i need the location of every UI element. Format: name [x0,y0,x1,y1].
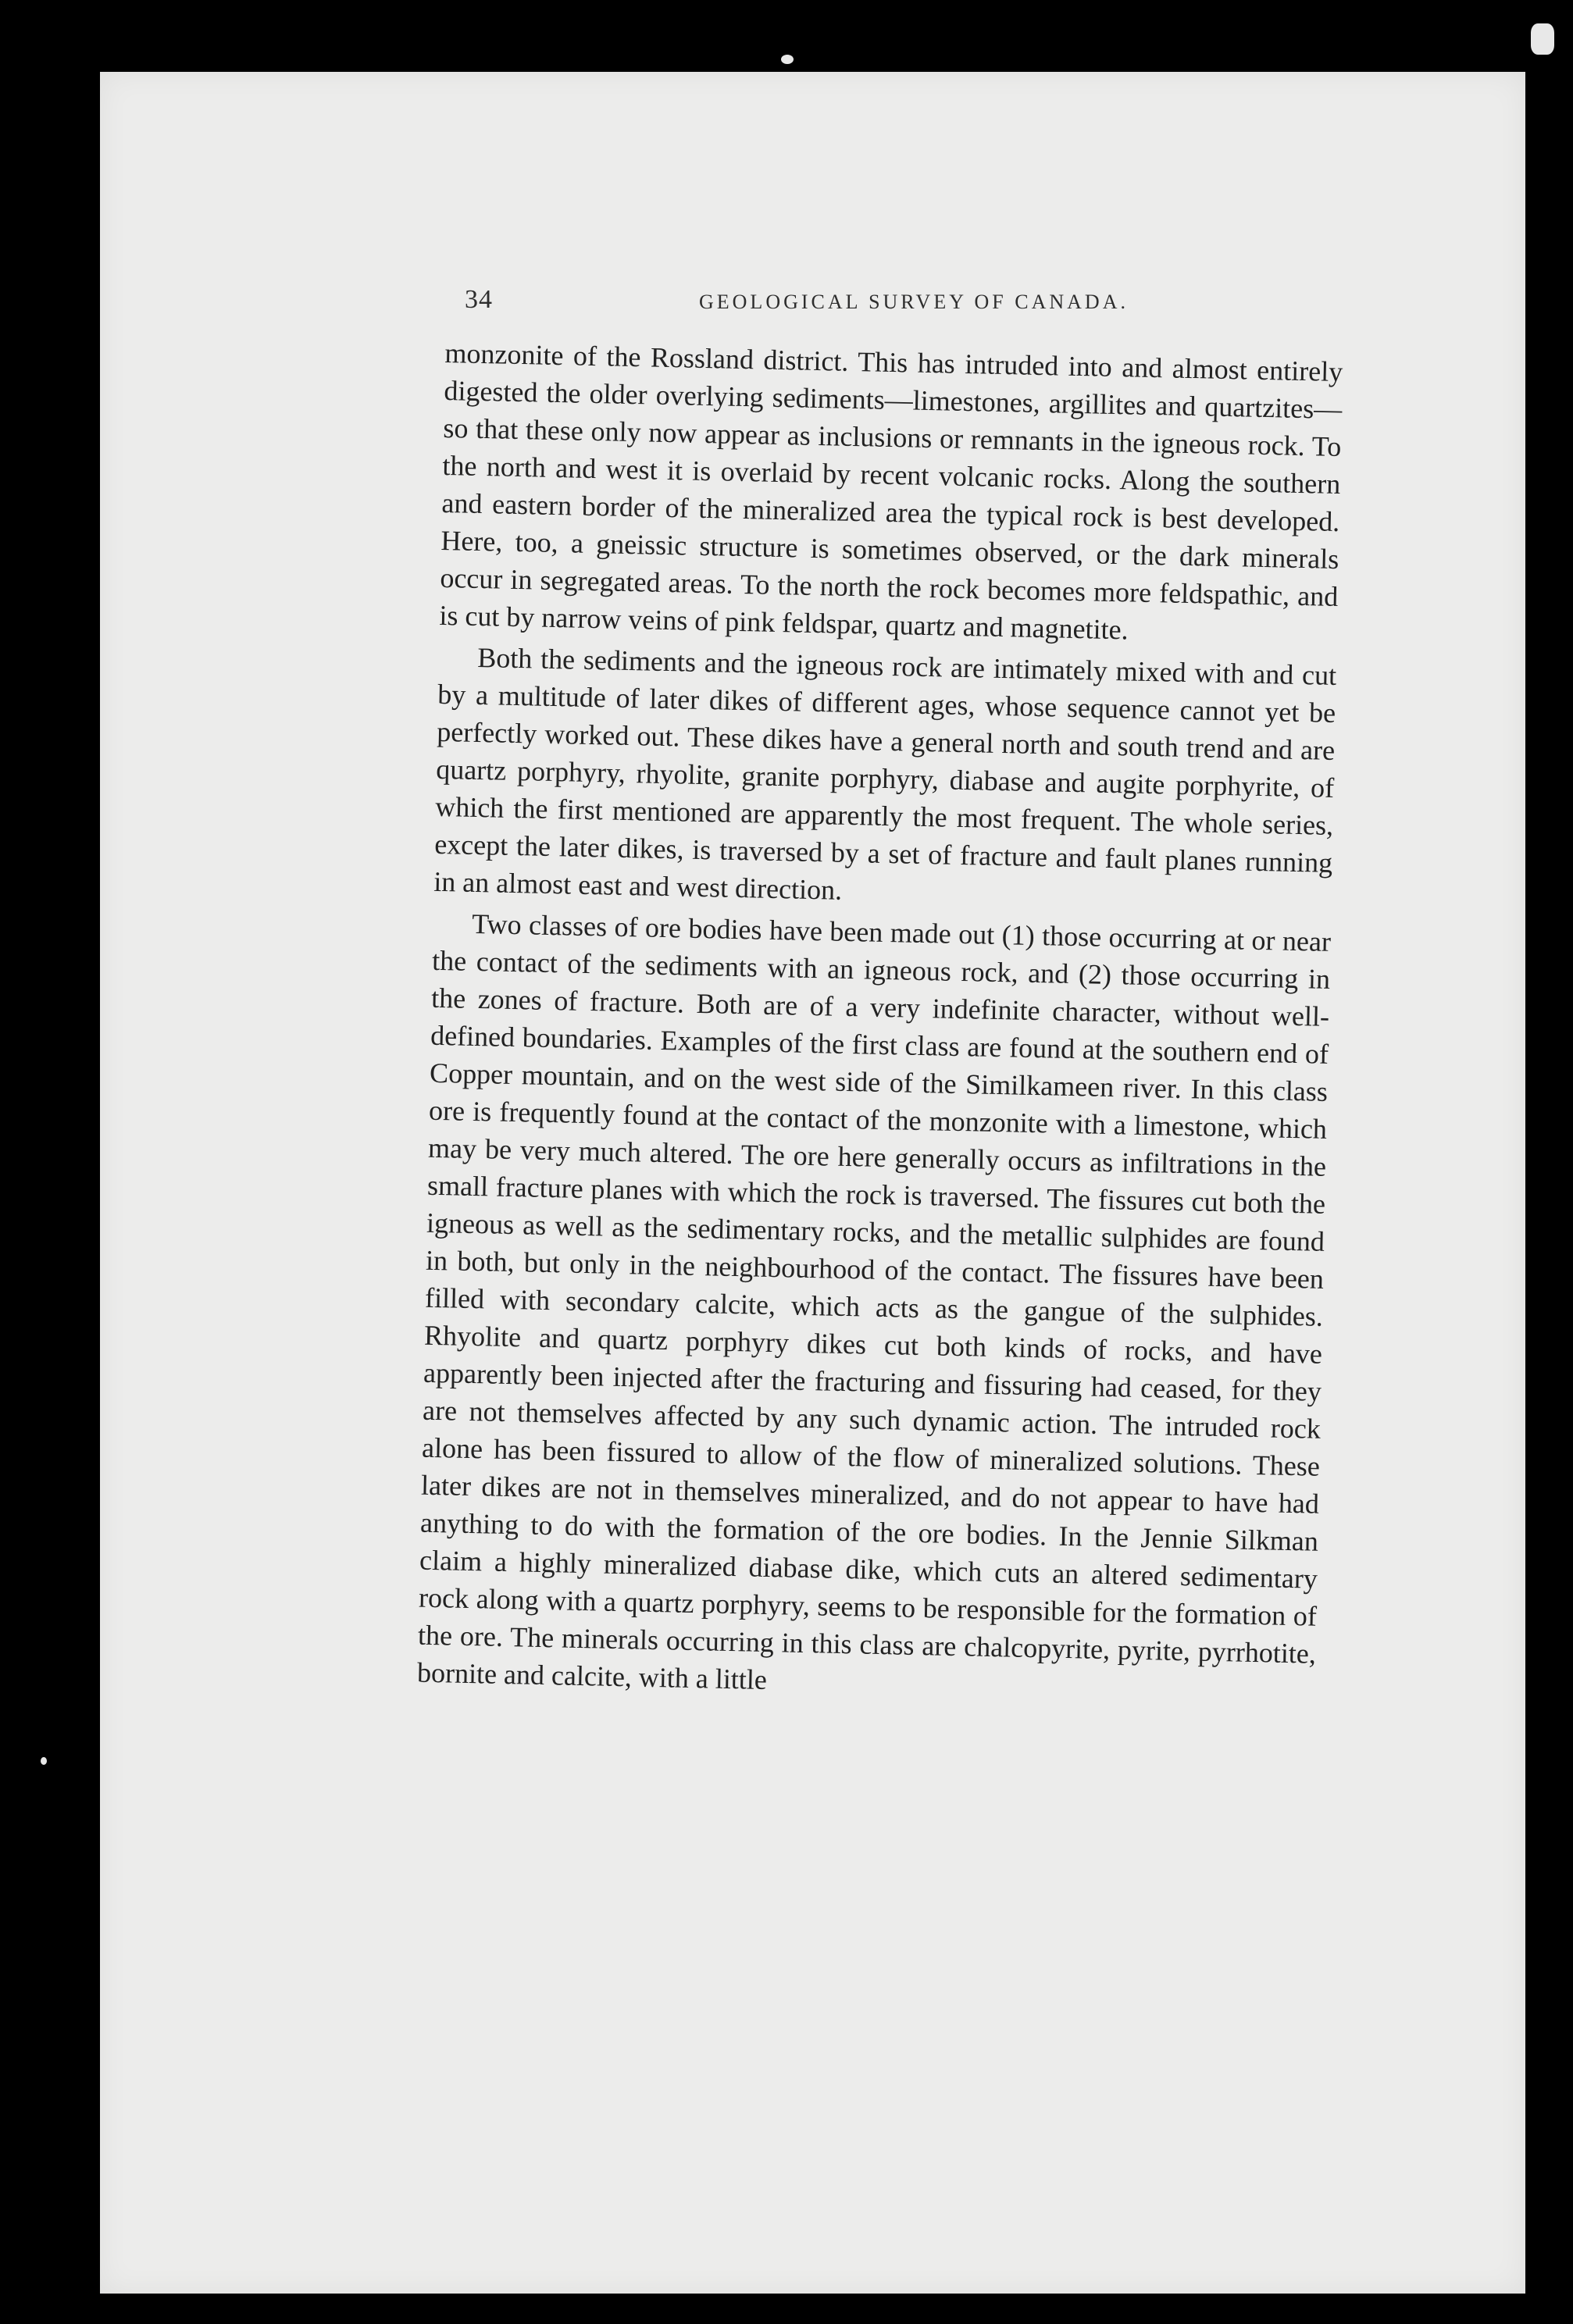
running-head: GEOLOGICAL SURVEY OF CANADA. [699,290,1129,313]
body-text [416,334,1343,1714]
scan-speck [781,55,794,64]
scan-speck [1531,23,1554,55]
paragraph: Both the sediments and the igneous rock are intimately mixed with and cut by a multitude of later dikes of different ages, whose sequence cannot yet be perfectly worked out. These dikes have a general north and south trend and are quartz porphyry, rhyolite, granite porphyry, diabase and augite porphyrite, of which the first mentioned are apparently the most frequent. The whole series, except the later dikes, is traversed by a set of fracture and fault planes running in an almost east and west direction. [433,641,1337,906]
scan-speck [41,1757,47,1765]
paragraph: Two classes of ore bodies have been made out (1) those occurring at or near the contact of the sediments with an igneous rock, and (2) those occurring in the zones of fracture. Both are of a very indefinite character, without well-defined boundaries. Examples of the first class are found at the southern end of Copper mountain, and on the west side of the Similkameen river. In this class ore is frequently found at the contact of the monzonite with a limestone, which may be very much altered. The ore here generally occurs as infiltrations in the small fracture planes with which the rock is traversed. The fissures cut both the igneous as well as the sedimentary rocks, and the metallic sulphides are found in both, but only in the neighbourhood of the contact. The fissures have been filled with secondary calcite, which acts as the gangue of the sulphides. Rhyolite and quartz porphyry dikes cut both kinds of rocks, and have apparently been injected after the fracturing and fissuring had ceased, for they are not themselves affected by any such dynamic action. The intruded rock alone has been fissured to allow of the flow of mineralized solutions. These later dikes are not in themselves mineralized, and do not appear to have had anything to do with the formation of the ore bodies. In the Jennie Silkman claim a highly mineralized diabase dike, which cuts an altered sedimentary rock along with a quartz porphyry, seems to be responsible for the formation of the ore. The minerals occurring in this class are chalcopyrite, pyrite, pyrrhotite, bornite and calcite, with a little [416,907,1332,1695]
paragraph: monzonite of the Rossland district. This has intruded into and almost entirely digested the older overlying sediments—limestones, argillites and quartzites—so that these only now appear as inclusions or remnants in the igneous rock. To the north and west it is overlaid by recent volcanic rocks. Along the southern and eastern border of the mineralized area the typical rock is best developed. Here, too, a gneissic structure is sometimes observed, or the dark minerals occur in segregated areas. To the north the rock becomes more feldspathic, and is cut by narrow veins of pink feldspar, quartz and magnetite. [439,337,1343,646]
page-number: 34 [465,285,493,314]
page-header [465,285,1168,324]
